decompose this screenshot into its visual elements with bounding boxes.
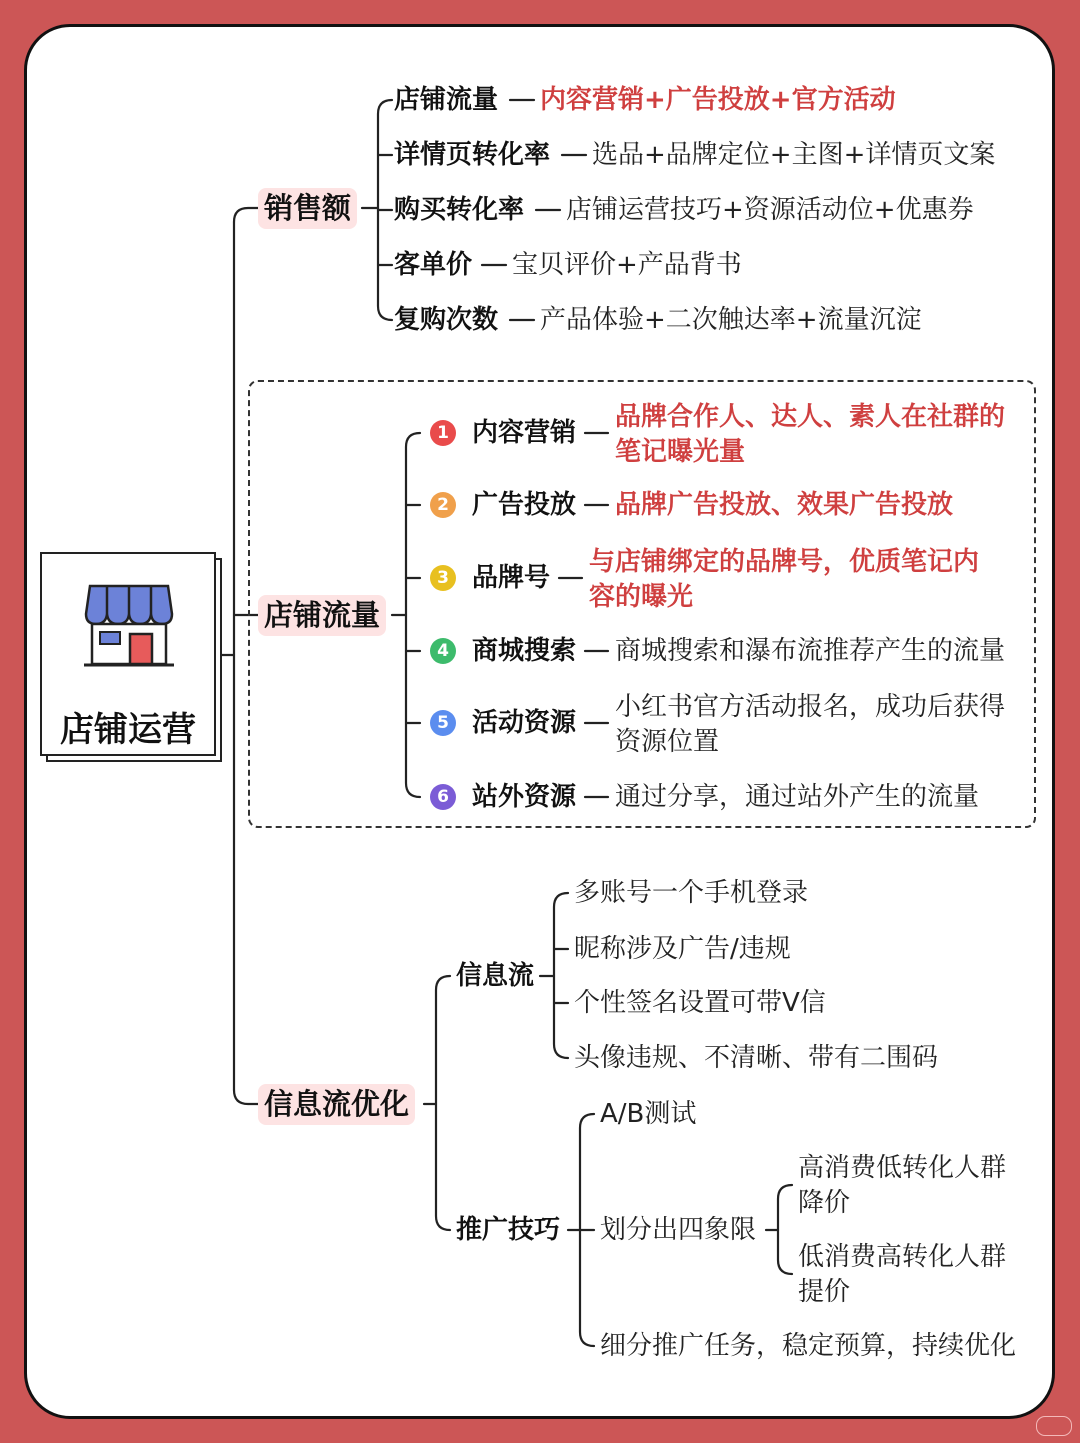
info-flow-item: 多账号一个手机登录 — [574, 878, 809, 908]
traffic-desc: 通过分享，通过站外产生的流量 — [615, 782, 980, 812]
quadrant-item: 划分出四象限 — [600, 1215, 757, 1245]
info-flow-item: 头像违规、不清晰、带有二围码 — [574, 1043, 939, 1073]
number-badge: 1 — [430, 420, 456, 446]
sales-term: 复购次数 — [394, 305, 499, 335]
traffic-desc: 品牌合作人、达人、素人在社群的笔记曝光量 — [615, 402, 1006, 467]
traffic-desc: 商城搜索和瀑布流推荐产生的流量 — [615, 636, 1006, 666]
sales-desc: 宝贝评价+产品背书 — [512, 250, 742, 280]
root-node — [40, 552, 216, 758]
sales-desc: 选品+品牌定位+主图+详情页文案 — [592, 140, 996, 170]
traffic-label: 店铺流量 — [258, 595, 386, 636]
traffic-term: 站外资源 — [472, 782, 577, 812]
sales-term: 购买转化率 — [394, 195, 525, 225]
number-badge: 2 — [430, 492, 456, 518]
sales-term: 详情页转化率 — [394, 140, 551, 170]
traffic-desc: 与店铺绑定的品牌号，优质笔记内容的曝光 — [589, 547, 980, 612]
traffic-term: 广告投放 — [472, 490, 577, 520]
traffic-term: 商城搜索 — [472, 636, 577, 666]
feed-label: 信息流优化 — [258, 1084, 415, 1125]
quadrant-subitem: 高消费低转化人群降价 — [798, 1153, 1007, 1218]
number-badge: 5 — [430, 710, 456, 736]
watermark-logo — [1036, 1416, 1072, 1436]
sales-label: 销售额 — [258, 188, 357, 229]
info-flow-label: 信息流 — [456, 961, 535, 991]
traffic-term: 内容营销 — [472, 418, 577, 448]
traffic-desc: 品牌广告投放、效果广告投放 — [615, 490, 954, 520]
traffic-desc: 小红书官方活动报名，成功后获得资源位置 — [615, 692, 1006, 757]
root-title: 店铺运营 — [60, 710, 196, 750]
store-icon — [84, 584, 174, 670]
promo-last-item: 细分推广任务，稳定预算，持续优化 — [600, 1331, 1017, 1361]
sales-desc: 店铺运营技巧+资源活动位+优惠券 — [566, 195, 974, 225]
sales-term: 客单价 — [394, 250, 473, 280]
sales-desc: 内容营销+广告投放+官方活动 — [540, 85, 896, 115]
sales-desc: 产品体验+二次触达率+流量沉淀 — [540, 305, 922, 335]
sales-term: 店铺流量 — [394, 85, 499, 115]
number-badge: 3 — [430, 565, 456, 591]
info-flow-item: 昵称涉及广告/违规 — [574, 934, 791, 964]
quadrant-subitem: 低消费高转化人群提价 — [798, 1242, 1007, 1307]
number-badge: 4 — [430, 638, 456, 664]
number-badge: 6 — [430, 784, 456, 810]
promo-label: 推广技巧 — [456, 1215, 561, 1245]
info-flow-item: 个性签名设置可带V信 — [574, 988, 826, 1018]
ab-test-item: A/B测试 — [600, 1099, 697, 1129]
traffic-term: 活动资源 — [472, 708, 577, 738]
traffic-term: 品牌号 — [472, 563, 551, 593]
